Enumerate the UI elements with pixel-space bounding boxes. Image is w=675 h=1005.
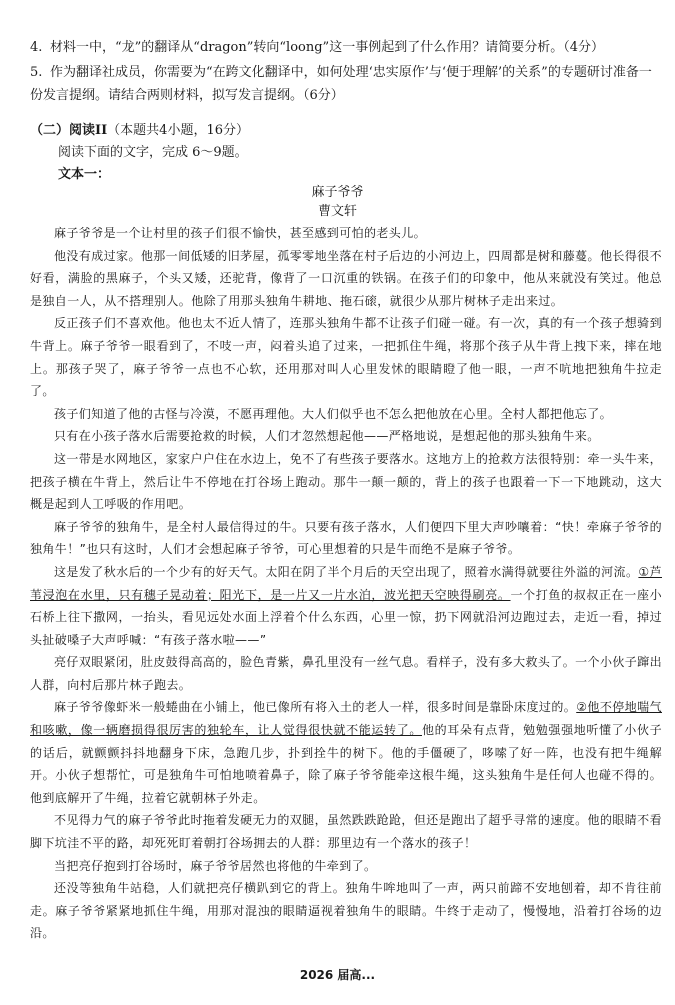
paragraph-text: 他的耳朵有点背，勉勉强强地听懂了小伙子的话后，就颤颤抖抖地翻身下床，急跑几步，扑到拴牛的树下。他的手僵硬了，哆嗦了好一阵，也没有把牛绳解开。小伙子想帮忙，可是独角牛可怕地喷着鼻子，除了麻子爷爷能牵这根牛绳，这头独角牛是任何人也碰不得的。他到底解开了牛绳，拉着它就朝林子外走。: [30, 723, 662, 805]
question-number: 4.: [30, 40, 43, 55]
story-body: [30, 222, 662, 945]
paragraph-text: 他没有成过家。他那一间低矮的旧茅屋，孤零零地坐落在村子后边的小河边上，四周都是树和藤蔓。他长得很不好看，满脸的黑麻子，个头又矮，还驼背，像背了一口沉重的铁锅。在孩子们的印象中，他从来就没有笑过。他总是独自一人，从不搭理别人。他除了用那头独角牛耕地、拖石磙，就很少从那片树林子走出来过。: [30, 248, 662, 308]
story-paragraph: [30, 425, 662, 448]
paragraph-text: 麻子爷爷是一个让村里的孩子们很不愉快，甚至感到可怕的老头儿。: [54, 226, 427, 240]
story-title: 麻子爷爷: [311, 185, 364, 200]
question-5: [30, 61, 655, 107]
story-paragraph: [30, 222, 662, 245]
story-paragraph: [30, 448, 662, 516]
section-heading: [30, 120, 249, 142]
underlined-sentence: ①芦苇浸泡在水里，只有穗子晃动着；阳光下，是一片又一片水泊，波光把天空映得刷亮。: [30, 564, 662, 602]
underlined-sentence: ②他不停地喘气和咳嗽，像一辆磨损得很厉害的独轮车，让人觉得很快就不能运转了。: [30, 700, 662, 738]
story-paragraph: [30, 245, 662, 313]
paragraph-text: 这是发了秋水后的一个少有的好天气。太阳在阴了半个月后的天空出现了，照着水满得就要往外溢的河流。: [54, 564, 639, 579]
text-label: 文本一：: [58, 167, 111, 182]
page-footer: 2026 届高...: [299, 968, 376, 982]
story-paragraph: [30, 312, 662, 402]
paragraph-text: 麻子爷爷的独角牛，是全村人最信得过的牛。只要有孩子落水，人们便四下里大声吵嚷着：“快！牵麻子爷爷的独角牛！”也只有这时，人们才会想起麻子爷爷，可心里想着的只是牛而绝不是麻子爷爷。: [30, 519, 662, 557]
paragraph-text: 这一带是水网地区，家家户户住在水边上，免不了有些孩子要落水。这地方上的抢救方法很特别：牵一头牛来，把孩子横在牛背上，然后让牛不停地在打谷场上跑动。那牛一颠一颠的，背上的孩子也跟着一下一下地跳动，这大概是起到人工呼吸的作用吧。: [30, 451, 662, 512]
paragraph-text: 一个打鱼的叔叔正在一座小石桥上往下撒网，一抬头，看见远处水面上浮着个什么东西，心里一惊，扔下网就沿河边跑过去，走近一看，掉过头扯破嗓子大声呼喊：“有孩子落水啦——”: [30, 587, 662, 647]
paragraph-text: 麻子爷爷像虾米一般蜷曲在小铺上，他已像所有将入土的老人一样，很多时间是靠卧床度过的。: [54, 700, 577, 715]
section-title: （二）阅读II: [30, 123, 108, 138]
question-text: 作为翻译社成员，你需要为“在跨文化翻译中，如何处理‘忠实原作’与‘便于理解’的关系”的专题研讨准备一份发言提纲。请结合两则材料，拟写发言提纲。（6分）: [30, 65, 652, 103]
question-number: 5.: [30, 65, 43, 80]
story-paragraph: [30, 651, 662, 696]
story-paragraph: [30, 809, 662, 854]
paragraph-text: 不见得力气的麻子爷爷此时拖着发硬无力的双腿，虽然跌跌跄跄，但还是跑出了超乎寻常的速度。他的眼睛不看脚下坑洼不平的路，却死死盯着朝打谷场拥去的人群：那里边有一个落水的孩子！: [30, 813, 662, 851]
paragraph-text: 只有在小孩子落水后需要抢救的时候，人们才忽然想起他——严格地说，是想起他的那头独角牛来。: [54, 429, 600, 444]
story-paragraph: [30, 855, 662, 878]
story-paragraph: [30, 561, 662, 651]
reading-instruction: 阅读下面的文字，完成 6～9题。: [58, 145, 248, 160]
paragraph-text: 反正孩子们不喜欢他。他也太不近人情了，连那头独角牛都不让孩子们碰一碰。有一次，真的有一个孩子想骑到牛背上。麻子爷爷一眼看到了，不吱一声，闷着头追了过来，一把抓住牛绳，将那个孩子从牛背上拽下来，摔在地上。那孩子哭了，麻子爷爷一点也不心软，还用那对叫人心里发怵的眼睛瞪了他一眼，一声不吭地把独角牛拉走了。: [30, 316, 662, 399]
paragraph-text: 当把亮仔抱到打谷场时，麻子爷爷居然也将他的牛牵到了。: [54, 858, 377, 873]
story-paragraph: [30, 696, 662, 809]
story-paragraph: [30, 516, 662, 561]
story-paragraph: [30, 877, 662, 945]
paragraph-text: 还没等独角牛站稳，人们就把亮仔横趴到它的背上。独角牛哞地叫了一声，两只前蹄不安地刨着，却不肯往前走。麻子爷爷紧紧地抓住牛绳，用那对混浊的眼睛逼视着独角牛的眼睛。牛终于走动了，慢慢地，沿着打谷场的边沿。: [30, 881, 662, 941]
story-paragraph: [30, 403, 662, 426]
story-author: 曹文轩: [317, 204, 357, 219]
section-note: （本题共4小题，16分）: [107, 123, 249, 138]
paragraph-text: 亮仔双眼紧闭，肚皮鼓得高高的，脸色青紫，鼻孔里没有一丝气息。看样子，没有多大救头了。一个小伙子蹿出人群，向村后那片林子跑去。: [30, 655, 662, 692]
paragraph-text: 孩子们知道了他的古怪与冷漠，不愿再理他。大人们似乎也不怎么把他放在心里。全村人都把他忘了。: [54, 406, 613, 421]
question-text: 材料一中，“龙”的翻译从“dragon”转向“loong”这一事例起到了什么作用？请简要分析。（4分）: [50, 40, 604, 55]
question-4: [30, 36, 655, 59]
